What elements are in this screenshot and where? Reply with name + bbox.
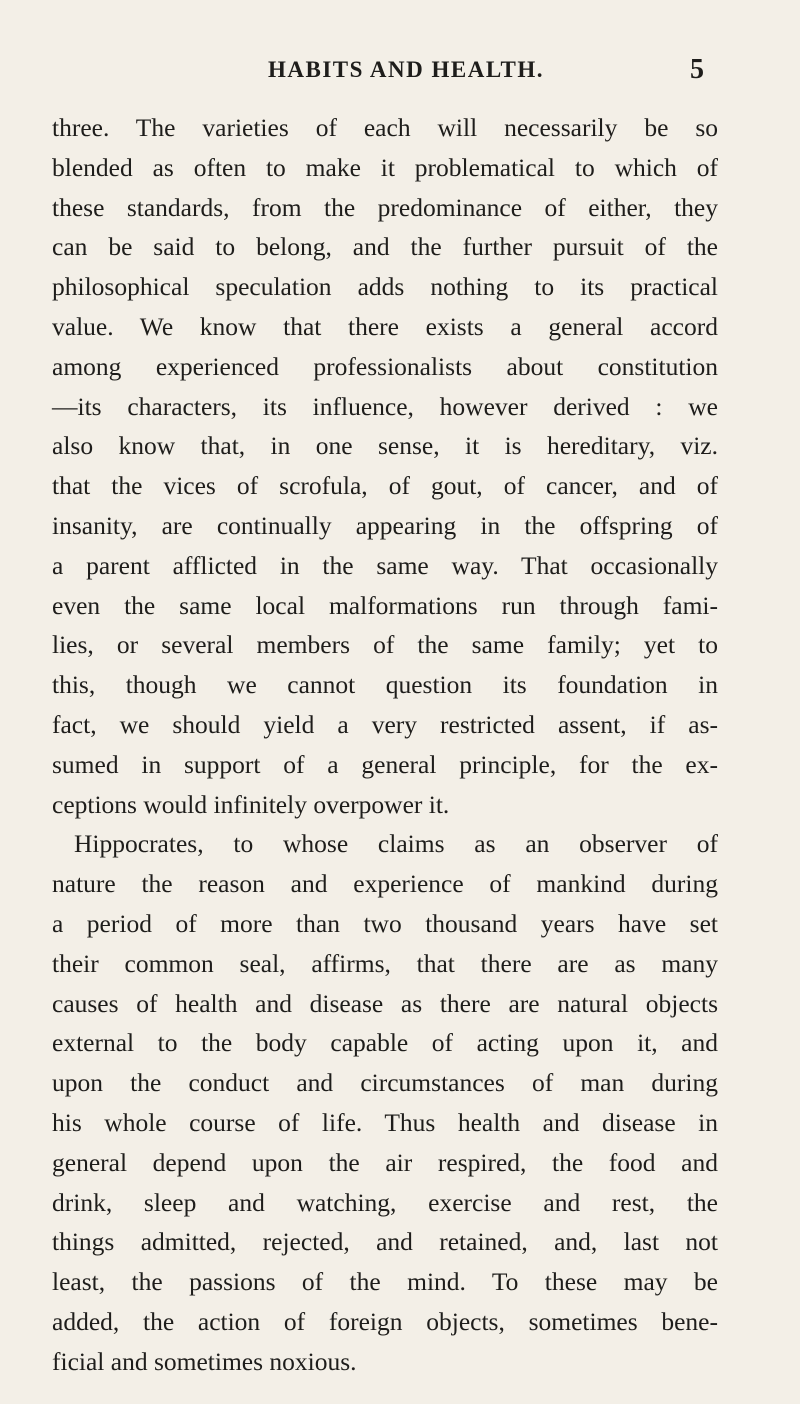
text-line: fact, we should yield a very restricted assent, if as- [52, 709, 718, 739]
text-line: insanity, are continually appearing in the offspring of [52, 510, 718, 540]
text-line: even the same local malformations run through fami- [52, 590, 718, 620]
text-line: ceptions would infinitely overpower it. [52, 789, 450, 819]
text-line: upon the conduct and circumstances of man during [52, 1068, 718, 1098]
text-line: drink, sleep and watching, exercise and rest, the [52, 1187, 718, 1217]
text-line: nature the reason and experience of mankind during [52, 869, 718, 899]
text-line: can be said to belong, and the further pursuit of the [52, 232, 718, 262]
text-line: philosophical speculation adds nothing to its practical [52, 272, 718, 302]
body-text [52, 108, 718, 1382]
text-line: value. We know that there exists a general accord [52, 311, 718, 341]
text-line: among experienced professionalists about constitution [52, 351, 718, 381]
text-line: causes of health and disease as there are natural objects [52, 988, 718, 1018]
running-head [0, 50, 800, 90]
text-line: blended as often to make it problematical to which of [52, 152, 718, 182]
text-line: their common seal, affirms, that there are as many [52, 948, 718, 978]
text-line: his whole course of life. Thus health and disease in [52, 1107, 718, 1137]
paragraph-1 [52, 108, 718, 824]
text-line: that the vices of scrofula, of gout, of cancer, and of [52, 471, 718, 501]
text-line: Hippocrates, to whose claims as an observer of [74, 829, 718, 859]
text-line: least, the passions of the mind. To these may be [52, 1267, 718, 1297]
text-line: three. The varieties of each will necessarily be so [52, 113, 718, 142]
text-line: these standards, from the predominance of either, they [52, 192, 718, 222]
text-line: things admitted, rejected, and retained, and, last not [52, 1227, 718, 1257]
running-title: HABITS AND HEALTH. [268, 57, 545, 82]
text-line: sumed in support of a general principle, for the ex- [52, 749, 718, 779]
text-line: this, though we cannot question its foundation in [52, 670, 718, 700]
text-line: ficial and sometimes noxious. [52, 1346, 357, 1376]
text-line: also know that, in one sense, it is hereditary, viz. [52, 431, 718, 461]
paragraph-2 [52, 824, 718, 1381]
text-line: —its characters, its influence, however derived : we [52, 391, 718, 421]
text-line: lies, or several members of the same family; yet to [52, 630, 718, 660]
text-line: a parent afflicted in the same way. That occasionally [52, 550, 718, 580]
text-line: added, the action of foreign objects, sometimes bene- [52, 1306, 718, 1336]
page-number: 5 [690, 54, 704, 85]
text-line: general depend upon the air respired, the food and [52, 1147, 718, 1177]
text-line: external to the body capable of acting upon it, and [52, 1028, 718, 1058]
text-line: a period of more than two thousand years have set [52, 908, 718, 938]
